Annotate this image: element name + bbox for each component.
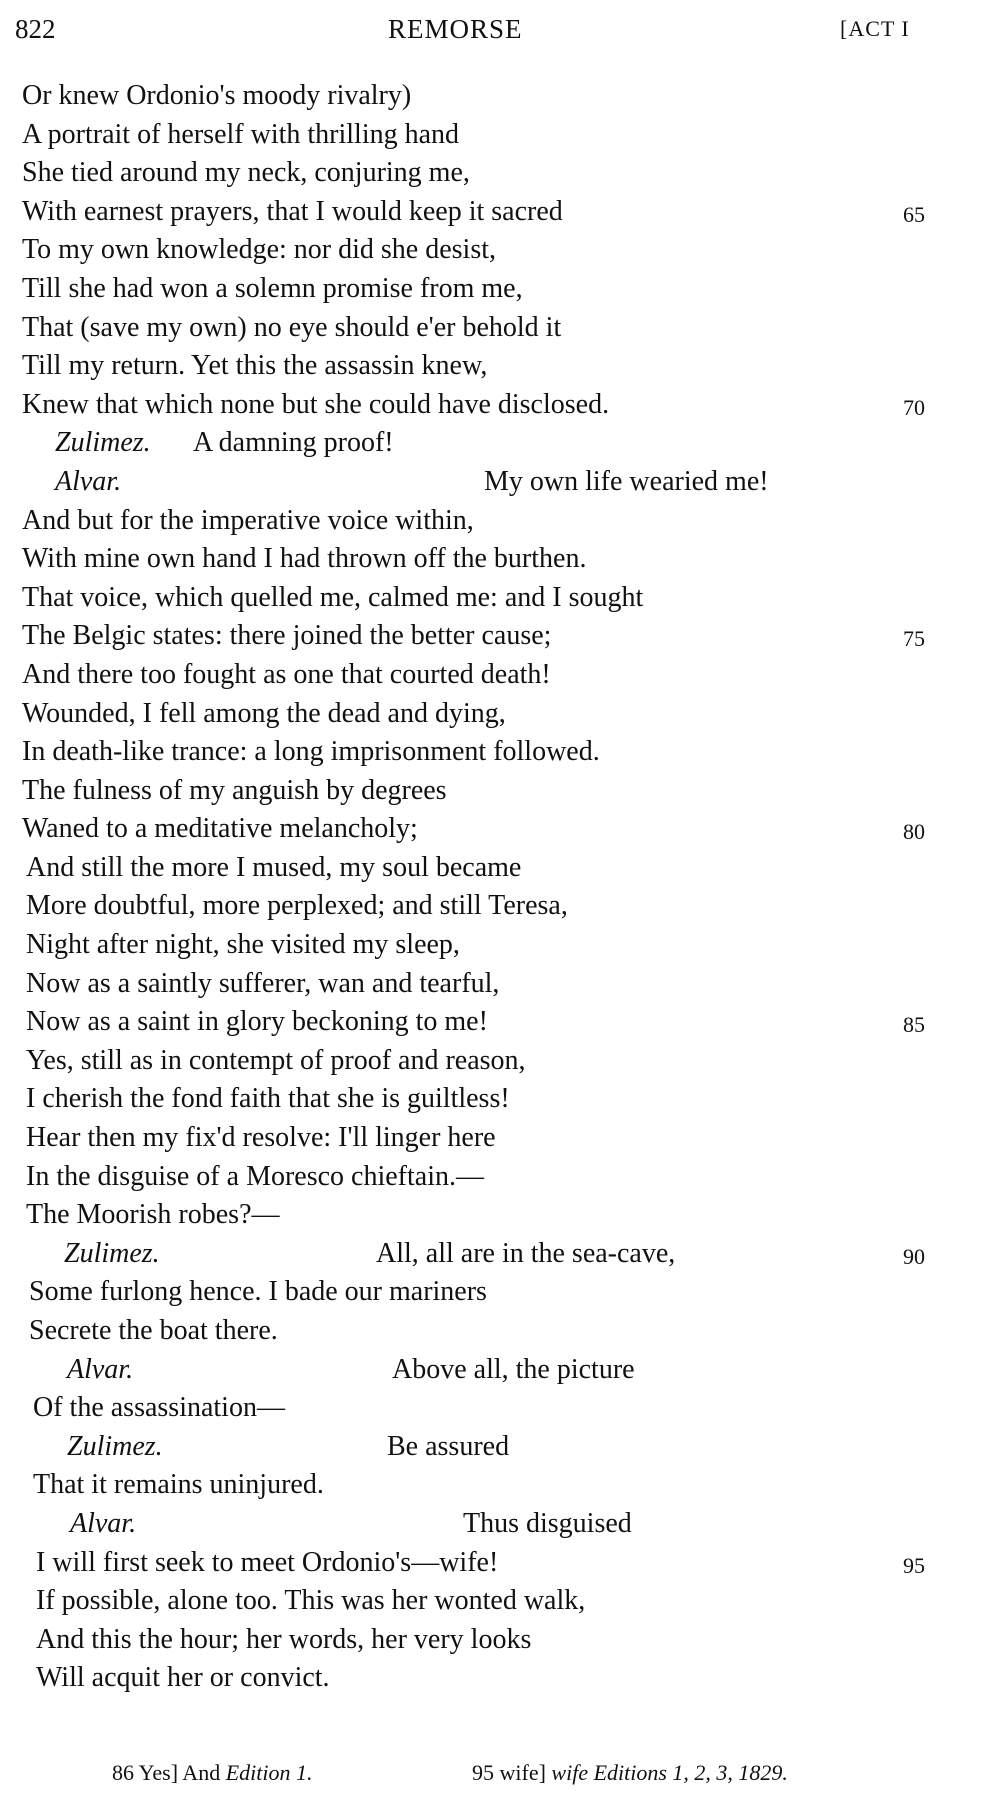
- verse-text: I cherish the fond faith that she is guiltless!: [26, 1083, 510, 1115]
- verse-line: [0, 1273, 1000, 1312]
- verse-text: The Belgic states: there joined the better cause;: [22, 620, 552, 652]
- verse-line: [0, 695, 1000, 734]
- verse-line: [0, 1544, 1000, 1583]
- verse-text: Wounded, I fell among the dead and dying,: [22, 697, 506, 729]
- verse-text: And but for the imperative voice within,: [22, 504, 474, 536]
- verse-text: Some furlong hence. I bade our mariners: [29, 1276, 487, 1308]
- line-number: 90: [903, 1243, 925, 1269]
- verse-text: More doubtful, more perplexed; and still Teresa,: [26, 890, 568, 922]
- verse-body: [0, 77, 1000, 1698]
- line-number: 80: [903, 819, 925, 845]
- verse-text: That voice, which quelled me, calmed me: and I sought: [22, 581, 644, 613]
- verse-text: I will first seek to meet Ordonio's—wife!: [36, 1546, 499, 1578]
- verse-line: [0, 231, 1000, 270]
- verse-text: A portrait of herself with thrilling hand: [22, 118, 460, 150]
- verse-line: [0, 1196, 1000, 1235]
- verse-line: [0, 579, 1000, 618]
- verse-text: Yes, still as in contempt of proof and reason,: [26, 1044, 526, 1076]
- book-title: REMORSE: [388, 14, 523, 44]
- line-number: 95: [903, 1552, 925, 1578]
- verse-text: Will acquit her or convict.: [36, 1662, 330, 1694]
- verse-line: [0, 347, 1000, 386]
- verse-line: [0, 1582, 1000, 1621]
- verse-text: With mine own hand I had thrown off the burthen.: [22, 543, 587, 575]
- verse-line: [0, 386, 1000, 425]
- verse-text: And still the more I mused, my soul became: [26, 851, 522, 883]
- verse-line: [0, 1119, 1000, 1158]
- verse-line: [0, 502, 1000, 541]
- speaker-name: Zulimez.: [55, 427, 151, 459]
- verse-text: Above all, the picture: [392, 1353, 635, 1385]
- verse-line: [0, 926, 1000, 965]
- verse-text: If possible, alone too. This was her wonted walk,: [36, 1585, 586, 1617]
- verse-text: Night after night, she visited my sleep,: [26, 929, 460, 961]
- running-head: [0, 14, 1000, 54]
- verse-text: The fulness of my anguish by degrees: [22, 774, 447, 806]
- verse-line: [0, 1312, 1000, 1351]
- verse-text: And there too fought as one that courted death!: [22, 658, 551, 690]
- verse-text: Till my return. Yet this the assassin knew,: [22, 350, 488, 382]
- verse-text: Be assured: [387, 1430, 510, 1462]
- verse-text: Knew that which none but she could have disclosed.: [22, 388, 610, 420]
- verse-text: That it remains uninjured.: [33, 1469, 324, 1501]
- verse-text: Hear then my fix'd resolve: I'll linger here: [26, 1122, 496, 1154]
- act-label: [ACT I: [840, 16, 910, 41]
- footnote-95: 95 wife] wife Editions 1, 2, 3, 1829.: [472, 1760, 788, 1785]
- verse-line: [0, 617, 1000, 656]
- verse-line: [0, 463, 1000, 502]
- line-number: 65: [903, 201, 925, 227]
- verse-text: Waned to a meditative melancholy;: [22, 813, 418, 845]
- verse-text: That (save my own) no eye should e'er behold it: [22, 311, 562, 343]
- footnote-86: 86 Yes] And Edition 1.: [112, 1760, 313, 1785]
- verse-text: With earnest prayers, that I would keep it sacred: [22, 195, 563, 227]
- speaker-name: Alvar.: [70, 1507, 137, 1539]
- verse-text: She tied around my neck, conjuring me,: [22, 157, 470, 189]
- speaker-name: Zulimez.: [67, 1430, 163, 1462]
- verse-line: [0, 116, 1000, 155]
- verse-line: [0, 733, 1000, 772]
- verse-text: Thus disguised: [463, 1507, 632, 1539]
- verse-line: [0, 1659, 1000, 1698]
- verse-line: [0, 1042, 1000, 1081]
- verse-line: [0, 1621, 1000, 1660]
- verse-line: [0, 193, 1000, 232]
- verse-text: Till she had won a solemn promise from me,: [22, 272, 523, 304]
- verse-line: [0, 1003, 1000, 1042]
- speaker-name: Alvar.: [55, 465, 122, 497]
- verse-line: [0, 270, 1000, 309]
- footnotes: [0, 1760, 1000, 1792]
- verse-line: [0, 309, 1000, 348]
- verse-line: [0, 1389, 1000, 1428]
- verse-line: [0, 1351, 1000, 1390]
- verse-line: [0, 1080, 1000, 1119]
- verse-text: In the disguise of a Moresco chieftain.—: [26, 1160, 484, 1192]
- verse-line: [0, 887, 1000, 926]
- line-number: 85: [903, 1012, 925, 1038]
- speaker-name: Alvar.: [67, 1353, 134, 1385]
- verse-text: Of the assassination—: [33, 1392, 285, 1424]
- verse-text: Secrete the boat there.: [29, 1315, 278, 1346]
- verse-text: Or knew Ordonio's moody rivalry): [22, 80, 412, 111]
- verse-text: All, all are in the sea-cave,: [376, 1237, 676, 1269]
- verse-line: [0, 965, 1000, 1004]
- speaker-name: Zulimez.: [64, 1237, 160, 1269]
- verse-line: [0, 540, 1000, 579]
- verse-line: [0, 1466, 1000, 1505]
- verse-line: [0, 1505, 1000, 1544]
- line-number: 75: [903, 626, 925, 652]
- verse-line: [0, 1428, 1000, 1467]
- verse-text: To my own knowledge: nor did she desist,: [22, 234, 496, 266]
- verse-line: [0, 1158, 1000, 1197]
- page-number: 822: [15, 14, 56, 44]
- verse-text: In death-like trance: a long imprisonment followed.: [22, 736, 600, 768]
- verse-text: Now as a saintly sufferer, wan and tearful,: [26, 967, 500, 999]
- verse-text: The Moorish robes?—: [26, 1199, 280, 1231]
- verse-line: [0, 424, 1000, 463]
- verse-text: A damning proof!: [193, 427, 394, 459]
- verse-line: [0, 1235, 1000, 1274]
- verse-line: [0, 772, 1000, 811]
- line-number: 70: [903, 394, 925, 420]
- verse-line: [0, 154, 1000, 193]
- verse-line: [0, 656, 1000, 695]
- verse-line: [0, 77, 1000, 116]
- verse-text: My own life wearied me!: [484, 465, 769, 497]
- verse-text: And this the hour; her words, her very looks: [36, 1623, 532, 1655]
- verse-line: [0, 849, 1000, 888]
- verse-text: Now as a saint in glory beckoning to me!: [26, 1006, 488, 1038]
- verse-line: [0, 810, 1000, 849]
